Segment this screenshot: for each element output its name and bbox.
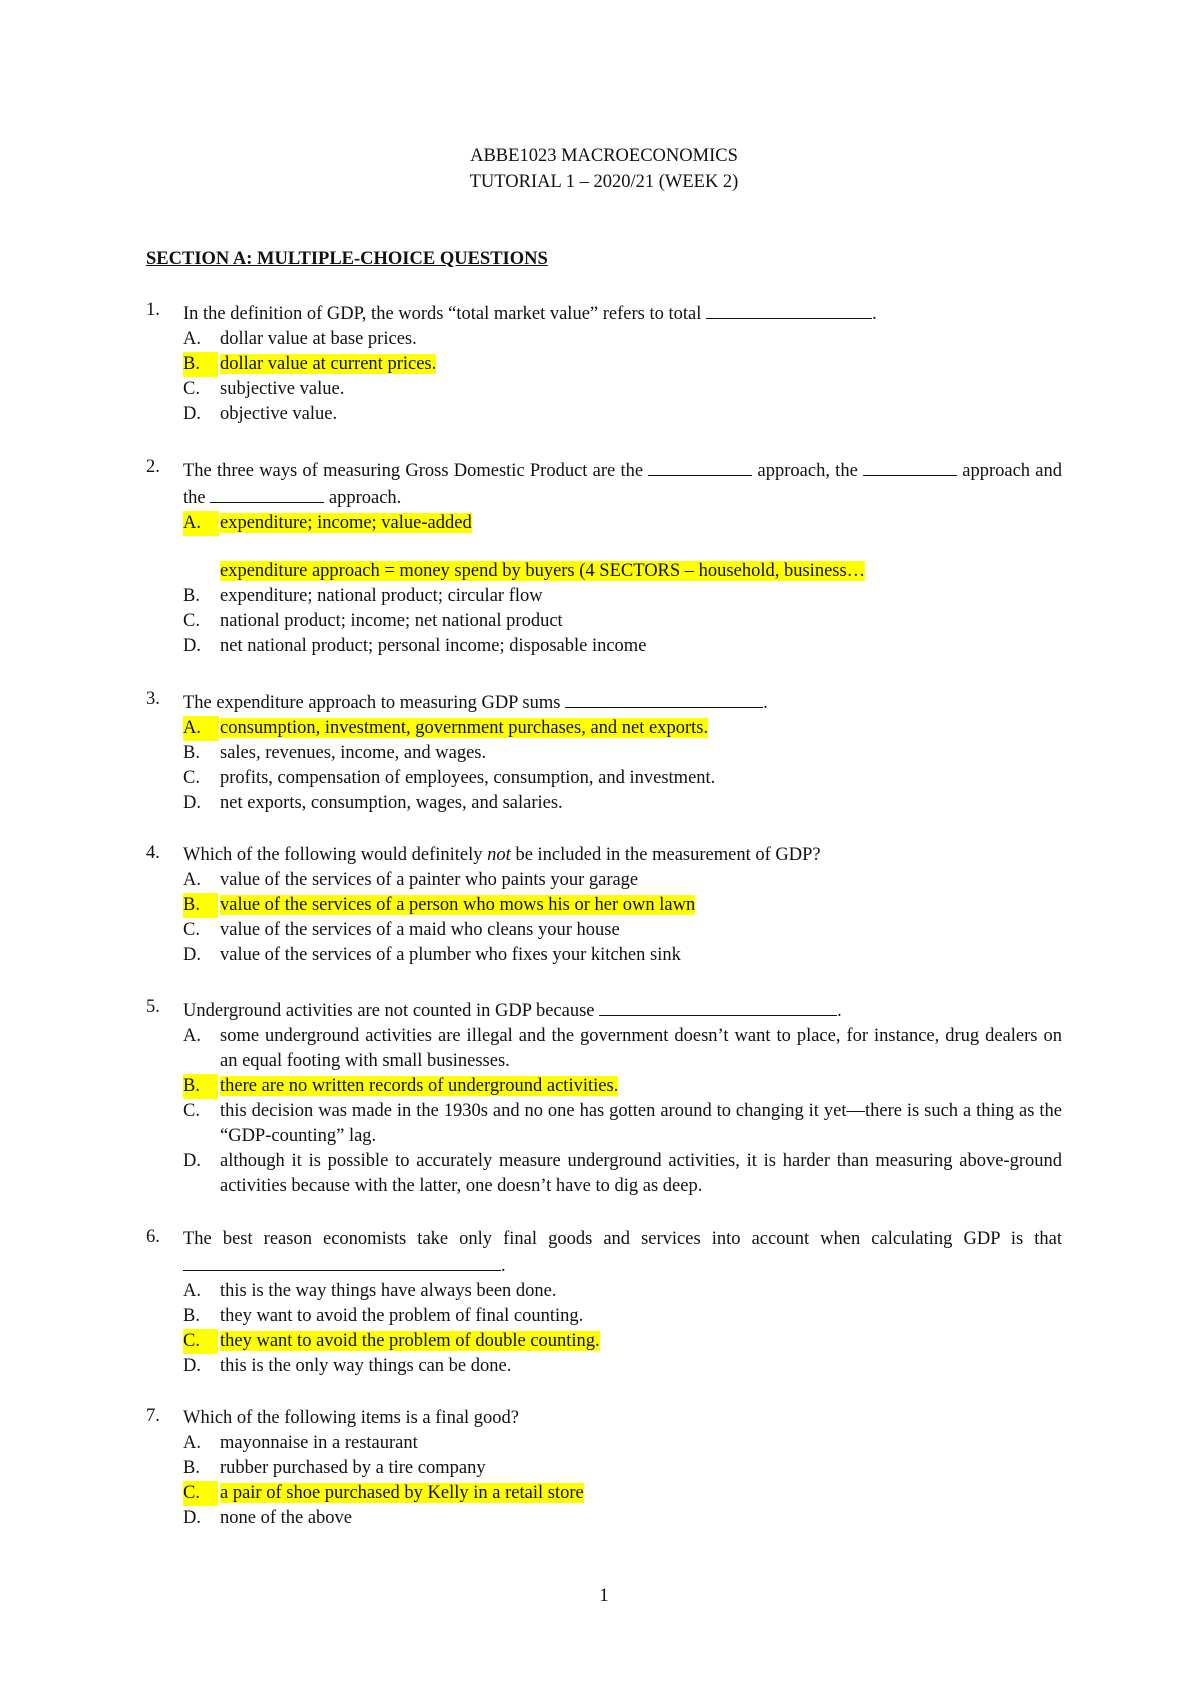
option-d: D. net national product; personal income; disposable income bbox=[183, 636, 647, 656]
option-b: B. expenditure; national product; circular flow bbox=[183, 586, 543, 606]
question-2 bbox=[146, 457, 1062, 659]
options-list bbox=[183, 1024, 1062, 1199]
section-title: SECTION A: MULTIPLE-CHOICE QUESTIONS bbox=[146, 249, 548, 269]
option-b: B. there are no written records of underground activities. bbox=[183, 1074, 1062, 1099]
option-d: D. this is the only way things can be done. bbox=[183, 1356, 512, 1376]
options-list bbox=[183, 327, 1062, 427]
question-stem: Which of the following items is a final good? bbox=[183, 1408, 520, 1428]
answer-blank bbox=[183, 1252, 501, 1271]
tutorial-title: TUTORIAL 1 – 2020/21 (WEEK 2) bbox=[469, 172, 739, 192]
answer-blank bbox=[210, 484, 324, 503]
option-d: D. objective value. bbox=[183, 404, 338, 424]
options-list bbox=[183, 511, 1062, 659]
option-d: D. none of the above bbox=[183, 1508, 353, 1528]
question-6 bbox=[146, 1227, 1062, 1379]
option-c: C. national product; income; net national product bbox=[183, 611, 563, 631]
answer-blank bbox=[599, 997, 837, 1016]
question-number: 5. bbox=[146, 997, 160, 1017]
question-number: 3. bbox=[146, 689, 160, 709]
answer-blank bbox=[706, 300, 872, 319]
option-c: C. a pair of shoe purchased by Kelly in a retail store bbox=[183, 1481, 1062, 1506]
question-7 bbox=[146, 1406, 1062, 1531]
option-d: D. net exports, consumption, wages, and salaries. bbox=[183, 793, 563, 813]
option-a: A. this is the way things have always been done. bbox=[183, 1281, 557, 1301]
answer-blank bbox=[565, 689, 763, 708]
question-stem: Underground activities are not counted in GDP because . bbox=[183, 997, 1062, 1024]
options-list bbox=[183, 716, 1062, 816]
options-list bbox=[183, 1279, 1062, 1379]
course-title: ABBE1023 MACROECONOMICS bbox=[470, 146, 738, 166]
option-b: B. dollar value at current prices. bbox=[183, 352, 1062, 377]
option-a: A. expenditure; income; value-added bbox=[183, 511, 1062, 536]
answer-blank bbox=[863, 457, 957, 476]
question-stem: Which of the following would definitely not be included in the measurement of GDP? bbox=[183, 845, 821, 865]
option-b: B. value of the services of a person who mows his or her own lawn bbox=[183, 893, 1062, 918]
question-stem: The three ways of measuring Gross Domestic Product are the approach, the approach and the approach. bbox=[183, 457, 1062, 511]
question-number: 6. bbox=[146, 1227, 160, 1247]
question-number: 7. bbox=[146, 1406, 160, 1426]
option-a: A. mayonnaise in a restaurant bbox=[183, 1433, 418, 1453]
option-a: A. dollar value at base prices. bbox=[183, 329, 417, 349]
page-number: 1 bbox=[599, 1586, 609, 1606]
option-c: C. subjective value. bbox=[183, 379, 345, 399]
option-b: B. they want to avoid the problem of final counting. bbox=[183, 1306, 584, 1326]
question-number: 4. bbox=[146, 843, 160, 863]
question-1 bbox=[146, 300, 1062, 427]
question-stem: In the definition of GDP, the words “total market value” refers to total . bbox=[183, 300, 1062, 327]
options-list bbox=[183, 868, 1062, 968]
question-3 bbox=[146, 689, 1062, 816]
option-c: C. profits, compensation of employees, consumption, and investment. bbox=[183, 768, 716, 788]
option-c: C. they want to avoid the problem of double counting. bbox=[183, 1329, 1062, 1354]
question-5 bbox=[146, 997, 1062, 1199]
option-b: B. sales, revenues, income, and wages. bbox=[183, 743, 487, 763]
question-4 bbox=[146, 843, 1062, 968]
option-a: A. value of the services of a painter who paints your garage bbox=[183, 870, 639, 890]
question-stem: The expenditure approach to measuring GDP sums . bbox=[183, 689, 1062, 716]
document-page bbox=[146, 0, 1062, 1698]
option-c: C. this decision was made in the 1930s and no one has gotten around to changing it yet—there is such a thing as the “GDP-counting” lag. bbox=[183, 1101, 1062, 1146]
option-d: D. value of the services of a plumber who fixes your kitchen sink bbox=[183, 945, 681, 965]
answer-note: expenditure approach = money spend by buyers (4 SECTORS – household, business… bbox=[220, 561, 866, 581]
options-list bbox=[183, 1431, 1062, 1531]
option-c: C. value of the services of a maid who cleans your house bbox=[183, 920, 620, 940]
option-a: A. some underground activities are illegal and the government doesn’t want to place, for instance, drug dealers on an equal footing with small businesses. bbox=[183, 1026, 1062, 1071]
question-stem: The best reason economists take only final goods and services into account when calculating GDP is that . bbox=[183, 1229, 1062, 1276]
question-number: 2. bbox=[146, 457, 160, 477]
question-number: 1. bbox=[146, 300, 160, 320]
option-a: A. consumption, investment, government purchases, and net exports. bbox=[183, 716, 1062, 741]
option-b: B. rubber purchased by a tire company bbox=[183, 1458, 486, 1478]
answer-blank bbox=[648, 457, 752, 476]
option-d: D. although it is possible to accurately measure underground activities, it is harder than measuring above-ground activities because with the latter, one doesn’t have to dig as deep. bbox=[183, 1151, 1062, 1196]
